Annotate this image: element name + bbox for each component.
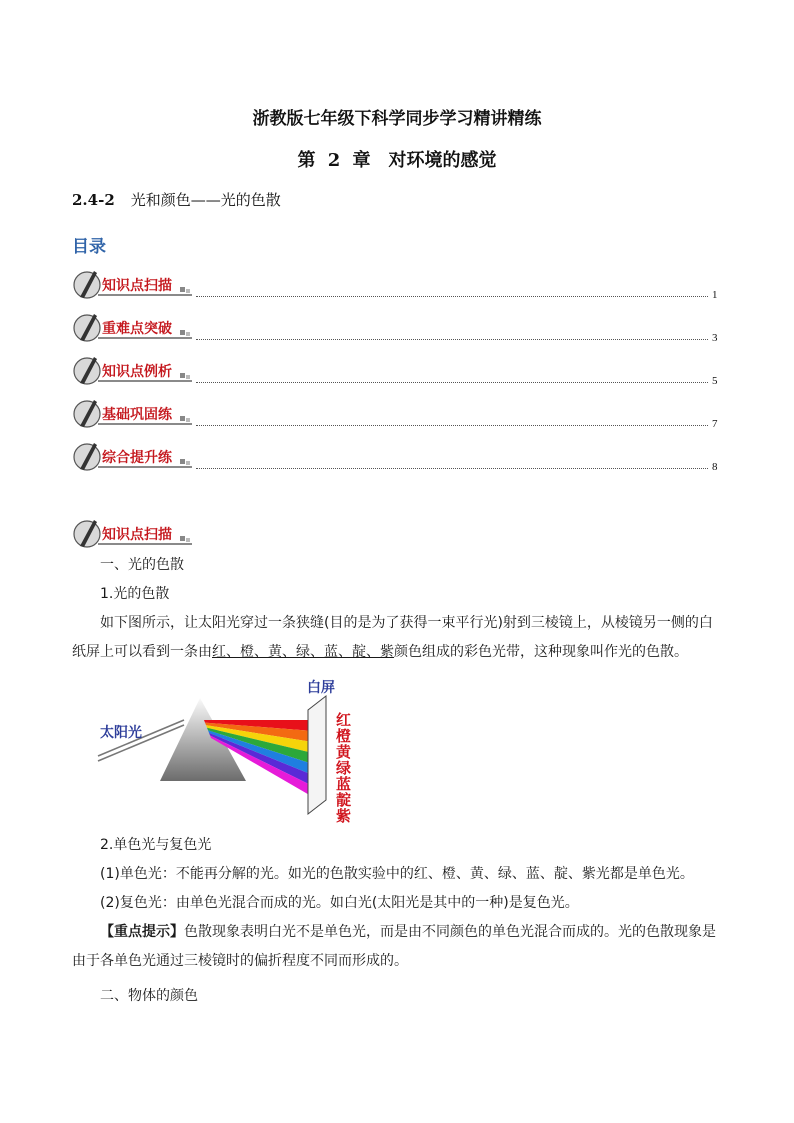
toc-leader-dots [196,296,708,297]
section-number: 2.4-2 [72,191,115,209]
toc-page-number[interactable]: 7 [712,418,718,430]
chapter-title: 第 2 章 对环境的感觉 [297,150,497,171]
toc-item-label: 基础巩固练 [102,407,172,423]
white-screen [308,696,326,814]
p1-colors-underlined: 红、橙、黄、绿、蓝、靛、紫 [212,644,394,660]
spectrum-color-label: 靛 [336,791,352,809]
spectrum-color-label: 绿 [336,759,352,777]
toc-page-number[interactable]: 5 [712,375,718,387]
toc-item-badge[interactable] [72,396,196,430]
toc-leader-dots [196,339,708,340]
toc-item-label: 综合提升练 [102,450,172,466]
sunlight-label: 太阳光 [100,725,142,741]
paragraph-composite: (2)复色光：由单色光混合而成的光。如白光(太阳光是其中的一种)是复色光。 [100,895,579,911]
key-tip-label: 【重点提示】 [100,924,184,940]
toc-leader-dots [196,468,708,469]
spectrum-labels [336,712,356,824]
section-heading [72,189,281,210]
spectrum-color-label: 蓝 [336,775,352,793]
spectrum-color-label: 黄 [336,743,352,761]
spectrum-color-label: 红 [336,711,352,729]
content-body [72,831,726,1011]
paragraph-monochromatic: (1)单色光：不能再分解的光。如光的色散实验中的红、橙、黄、绿、蓝、靛、紫光都是单色光。 [100,866,694,882]
heading-light-dispersion [72,551,726,667]
toc-page-number[interactable]: 1 [712,289,718,301]
toc-item-badge[interactable] [72,310,196,344]
p1-part-a: 如下图所示，让太阳光穿过一条狭缝(目的是为了获得一束平行光)射到三棱镜上，从棱镜另一侧的白纸屏上可以看到一条由 [72,615,713,660]
toc-item-label: 知识点例析 [102,364,172,380]
toc-leader-dots [196,382,708,383]
toc-heading: 目录 [72,237,106,257]
paragraph-dispersion [72,609,726,667]
screen-label: 白屏 [307,680,335,696]
toc-item-badge[interactable] [72,353,196,387]
spectrum-color-label: 橙 [336,727,352,745]
subheading-mono-composite: 2.单色光与复色光 [100,837,212,853]
toc-item-label: 重难点突破 [102,321,172,337]
key-tip [72,918,726,976]
heading-two: 二、物体的颜色 [100,988,198,1004]
prism-figure [96,676,376,836]
badge-label: 知识点扫描 [102,527,172,543]
toc-item-badge[interactable] [72,267,196,301]
toc-page-number[interactable]: 8 [712,461,718,473]
toc-item-badge[interactable] [72,439,196,473]
spectrum-color-label: 紫 [336,807,352,825]
section-badge [72,516,196,550]
toc-page-number[interactable]: 3 [712,332,718,344]
section-title: 光和颜色——光的色散 [130,191,281,209]
heading-one: 一、光的色散 [100,557,184,573]
toc-item-label: 知识点扫描 [102,278,172,294]
subheading-dispersion: 1.光的色散 [100,586,170,602]
p1-part-b: 颜色组成的彩色光带，这种现象叫作光的色散。 [394,644,688,660]
prism-diagram [96,676,376,836]
toc-leader-dots [196,425,708,426]
document-title: 浙教版七年级下科学同步学习精讲精练 [252,109,542,129]
key-tip-text: 色散现象表明白光不是单色光，而是由不同颜色的单色光混合而成的。光的色散现象是由于各单色光通过三棱镜时的偏折程度不同而形成的。 [72,924,716,969]
